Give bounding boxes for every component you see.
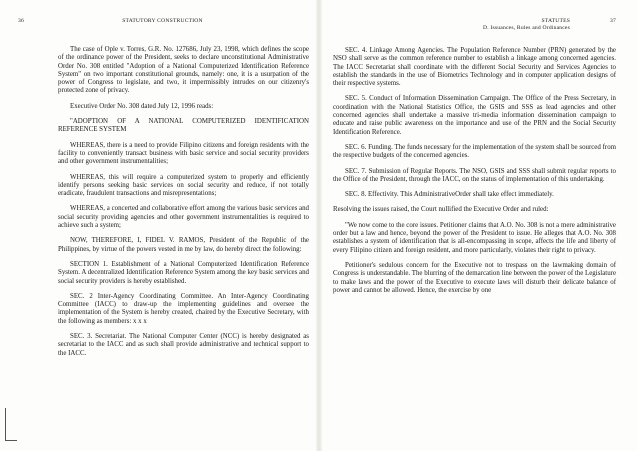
right-page-number: 37 [610,18,616,24]
paragraph: SEC. 8. Effectivity. This AdministrativeOrder shall take effect immediately. [345,191,554,199]
page-edge-mark [5,440,17,441]
paragraph: SEC. 2 Inter-Agency Coordinating Committee. An Inter-Agency Coordinating Committee (IACC) to draw-up the implementing guidelines and oversee the implementation of the System is hereby created, chaired by the Executive Secretary, with the following as members: x x x [58,292,309,325]
paragraph: NOW, THEREFORE, I, FIDEL V. RAMOS, President of the Republic of the Philippines, by virtue of the powers vested in me by law, do hereby direct the following: [58,237,309,253]
left-running-title: STATUTORY CONSTRUCTION [122,18,203,24]
book-gutter [316,0,322,451]
right-running-title-line1: STATUTES [541,18,570,24]
right-running-head [333,18,616,32]
right-running-title-line2: D. Issuances, Rules and Ordinances [483,25,570,31]
right-body [333,47,616,295]
paragraph: WHEREAS, a concerted and collaborative effort among the various basic services and social security providing agencies and other government instrumentalities is required to achieve such a system; [58,205,309,230]
right-running-title [483,18,570,32]
paragraph: Resolving the issues raised, the Court nullified the Executive Order and ruled: [333,206,549,214]
right-page [319,0,638,451]
paragraph: SEC. 3. Secretariat. The National Computer Center (NCC) is hereby designated as secretariat to the IACC and as such shall provide administrative and technical support to the IACC. [58,333,309,357]
paragraph: SEC. 6. Funding. The funds necessary for the implementation of the system shall be sourced from the respective budgets of the concerned agencies. [333,143,616,160]
left-running-head [18,18,301,24]
paragraph: WHEREAS, this will require a computerized system to properly and efficiently identify persons seeking basic services on social security and reduce, if not totally eradicate, fraudulent transactions and misrepresentations; [58,173,309,198]
paragraph: "We now come to the core issues. Petitioner claims that A.O. No. 308 is not a mere administrative order but a law and hence, beyond the power of the President to issue. He alleges that A.O. No. 308 establishes a system of identification that is all-encompassing in scope, affects the life and liberty of every Filipino citizen and foreign resident, and more particularly, violates their right to privacy. [333,221,616,254]
paragraph: Petitioner's sedulous concern for the Executive not to trespass on the lawmaking domain of Congress is understandable. The blurring of the demarcation line between the power of the Legislature to make laws and the power of the Executive to execute laws will disturb their delicate balance of power and cannot be allowed. Hence, the exercise by one [333,261,616,294]
paragraph: SEC. 4. Linkage Among Agencies. The Population Reference Number (PRN) generated by the NSO shall serve as the common reference number to establish a linkage among concerned agencies. The IACC Secretariat shall coordinate with the different Social Security and Services Agencies to establish the standards in the use of Biometrics Technology and in computer application designs of their respective systems. [333,47,616,88]
paragraph: Executive Order No. 308 dated July 12, 1996 reads: [70,102,214,110]
page-edge-mark [5,408,6,440]
paragraph: "ADOPTION OF A NATIONAL COMPUTERIZED IDENTIFICATION REFERENCE SYSTEM [58,118,309,134]
left-page-number: 36 [18,18,24,24]
paragraph: The case of Ople v. Torres, G.R. No. 127686, July 23, 1998, which defines the scope of the ordinance power of the President, seeks to declare unconstitutional Administrative Order No. 308 entitled "Adoption of a National Computerized Identification Reference System" on two important constitutional grounds, namely: one, it is a usurpation of the power of Congress to legislate, and two, it impermissibly intrudes on our citizenry's protected zone of privacy. [58,46,309,95]
paragraph: WHEREAS, there is a need to provide Filipino citizens and foreign residents with the facility to conveniently transact business with basic service and social security providers and other government instrumentalities; [58,141,309,166]
paragraph: SEC. 5. Conduct of Information Dissemination Campaign. The Office of the Press Secretary, in coordination with the National Statistics Office, the GSIS and SSS as lead agencies and other concerned agencies shall undertake a massive tri-media information dissemination campaign to educate and raise public awareness on the importance and use of the PRN and the Social Security Identification Reference. [333,95,616,136]
paragraph: SEC. 7. Submission of Regular Reports. The NSO, GSIS and SSS shall submit regular reports to the Office of the President, through the IACC, on the status of implementation of this undertaking. [333,167,616,183]
paragraph: SECTION 1. Establishment of a National Computerized Identification Reference System. A decentralized Identification Reference System among the key basic services and social security providers is hereby established. [58,260,309,285]
left-body [58,46,309,358]
